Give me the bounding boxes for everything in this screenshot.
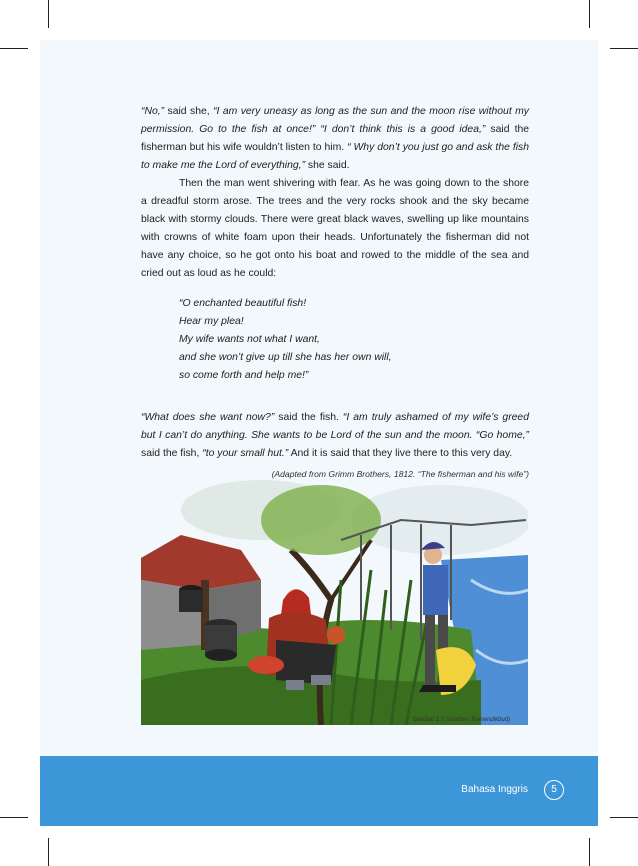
page-number: 5 [544, 780, 564, 800]
story-text [141, 103, 529, 483]
narration: said the fisherman but his wife wouldn’t listen to him. [141, 124, 530, 153]
narration: she said. [305, 160, 350, 171]
narration: said the fish, [141, 448, 203, 459]
poem-line: and she won’t give up till she has her own will, [179, 352, 392, 363]
quote: “No,” [141, 106, 165, 117]
crop-mark [589, 838, 590, 866]
quote: “Go home,” [475, 430, 529, 441]
crop-mark [589, 0, 590, 28]
crop-mark [0, 48, 28, 49]
story-illustration [141, 480, 528, 725]
poem [179, 295, 529, 385]
paragraph-1 [141, 103, 529, 175]
source-credit: (Adapted from Grimm Brothers, 1812. “The fisherman and his wife”) [271, 469, 529, 479]
poem-line: “O enchanted beautiful fish! [179, 298, 307, 309]
book-title: Bahasa Inggris [461, 784, 528, 795]
crop-mark [0, 817, 28, 818]
illustration-caption: Gambar 1.1 (sumber: Kemendikbud) [412, 717, 510, 723]
quote: “ Why don’t you just go and ask the fish to make me the Lord of everything,” [141, 142, 529, 171]
crop-mark [48, 0, 49, 28]
illustration-drawing [141, 480, 528, 725]
quote: “What does she want now?” [141, 412, 275, 423]
poem-line: Hear my plea! [179, 316, 244, 327]
crop-mark [48, 838, 49, 866]
narration: said the fish. [274, 412, 343, 423]
quote: “I don’t think this is a good idea,” [320, 124, 486, 135]
crop-mark [610, 817, 638, 818]
poem-line: so come forth and help me!” [179, 370, 309, 381]
quote: “I am very uneasy as long as the sun and the moon rise without my permission. Go to the fish at once!” [141, 106, 529, 135]
narration: And it is said that they live there to this very day. [288, 448, 513, 459]
narration: said she, [164, 106, 214, 117]
quote: “I am truly ashamed of my wife’s greed but I can’t do anything. She wants to be Lord of the sun and the moon. [141, 412, 529, 441]
crop-mark [610, 48, 638, 49]
quote: “to your small hut.” [202, 448, 289, 459]
paragraph-3 [141, 409, 529, 463]
page-footer [40, 756, 598, 826]
poem-line: My wife wants not what I want, [179, 334, 320, 345]
paragraph-2: Then the man went shivering with fear. As he was going down to the shore a dreadful storm arose. The trees and the very rocks shook and the sky became black with stormy clouds. There were great black waves, swelling up like mountains with crowns of white foam upon their heads. Unfortunately the fisherman did not have any choice, so he got onto his boat and rowed to the middle of the sea and cried out as loud as he could: [141, 178, 529, 279]
spacer [141, 397, 529, 409]
